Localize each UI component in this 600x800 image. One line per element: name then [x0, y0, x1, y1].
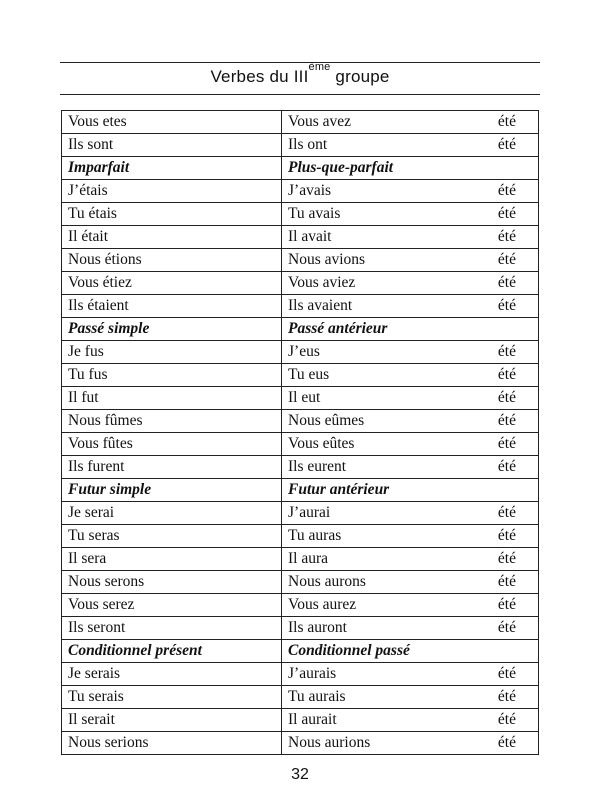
participle-cell — [469, 318, 539, 341]
conjugation-compound: Vous aviez — [282, 272, 469, 295]
participle-cell: été — [469, 732, 539, 755]
participle-cell: été — [469, 272, 539, 295]
conjugation-compound: Vous eûtes — [282, 433, 469, 456]
table-row — [62, 180, 539, 203]
table-row — [62, 272, 539, 295]
conjugation-compound: Tu avais — [282, 203, 469, 226]
table-row — [62, 364, 539, 387]
conjugation-compound: Il aura — [282, 548, 469, 571]
tense-name-simple: Passé simple — [62, 318, 282, 341]
conjugation-simple: Tu étais — [62, 203, 282, 226]
table-row — [62, 249, 539, 272]
tense-name-compound: Plus-que-parfait — [282, 157, 469, 180]
conjugation-simple: Nous serions — [62, 732, 282, 755]
conjugation-compound: J’aurais — [282, 663, 469, 686]
table-row — [62, 686, 539, 709]
participle-cell: été — [469, 180, 539, 203]
conjugation-simple: Nous fûmes — [62, 410, 282, 433]
conjugation-simple: Ils sont — [62, 134, 282, 157]
tense-name-compound: Conditionnel passé — [282, 640, 469, 663]
conjugation-compound: Nous avions — [282, 249, 469, 272]
participle-cell: été — [469, 295, 539, 318]
conjugation-compound: Tu auras — [282, 525, 469, 548]
conjugation-simple: Ils seront — [62, 617, 282, 640]
conjugation-compound: Ils eurent — [282, 456, 469, 479]
header-rule-top — [60, 62, 540, 63]
conjugation-table — [61, 110, 539, 755]
participle-cell — [469, 640, 539, 663]
participle-cell: été — [469, 525, 539, 548]
conjugation-compound: Tu eus — [282, 364, 469, 387]
conjugation-table-body — [62, 111, 539, 755]
table-row — [62, 134, 539, 157]
table-row — [62, 502, 539, 525]
participle-cell: été — [469, 203, 539, 226]
tense-name-simple: Futur simple — [62, 479, 282, 502]
table-row — [62, 663, 539, 686]
conjugation-simple: Il fut — [62, 387, 282, 410]
conjugation-simple: Ils furent — [62, 456, 282, 479]
conjugation-compound: Ils auront — [282, 617, 469, 640]
participle-cell: été — [469, 709, 539, 732]
conjugation-simple: Ils étaient — [62, 295, 282, 318]
table-row — [62, 341, 539, 364]
conjugation-compound: Nous aurons — [282, 571, 469, 594]
participle-cell: été — [469, 249, 539, 272]
conjugation-simple: Je serai — [62, 502, 282, 525]
conjugation-simple: Il était — [62, 226, 282, 249]
tense-header-row — [62, 318, 539, 341]
tense-name-compound: Futur antérieur — [282, 479, 469, 502]
page-title — [60, 61, 540, 90]
participle-cell: été — [469, 571, 539, 594]
participle-cell: été — [469, 502, 539, 525]
title-main: Verbes du III — [210, 67, 309, 86]
table-row — [62, 548, 539, 571]
conjugation-compound: Tu aurais — [282, 686, 469, 709]
conjugation-compound: Il aurait — [282, 709, 469, 732]
conjugation-compound: Vous avez — [282, 111, 469, 134]
conjugation-simple: Tu serais — [62, 686, 282, 709]
table-row — [62, 525, 539, 548]
conjugation-simple: Tu fus — [62, 364, 282, 387]
participle-cell: été — [469, 686, 539, 709]
conjugation-compound: Vous aurez — [282, 594, 469, 617]
table-row — [62, 387, 539, 410]
participle-cell: été — [469, 111, 539, 134]
participle-cell: été — [469, 226, 539, 249]
participle-cell: été — [469, 594, 539, 617]
table-row — [62, 709, 539, 732]
tense-name-compound: Passé antérieur — [282, 318, 469, 341]
participle-cell: été — [469, 387, 539, 410]
participle-cell: été — [469, 548, 539, 571]
conjugation-simple: Vous etes — [62, 111, 282, 134]
conjugation-simple: Vous étiez — [62, 272, 282, 295]
participle-cell: été — [469, 364, 539, 387]
tense-name-simple: Conditionnel présent — [62, 640, 282, 663]
conjugation-compound: Ils avaient — [282, 295, 469, 318]
participle-cell — [469, 479, 539, 502]
participle-cell: été — [469, 663, 539, 686]
tense-name-simple: Imparfait — [62, 157, 282, 180]
header-rule-bottom — [60, 94, 540, 95]
table-row — [62, 295, 539, 318]
conjugation-simple: J’étais — [62, 180, 282, 203]
conjugation-simple: Vous fûtes — [62, 433, 282, 456]
conjugation-simple: Je fus — [62, 341, 282, 364]
table-row — [62, 456, 539, 479]
conjugation-simple: Il serait — [62, 709, 282, 732]
participle-cell: été — [469, 134, 539, 157]
conjugation-simple: Vous serez — [62, 594, 282, 617]
table-row — [62, 226, 539, 249]
participle-cell: été — [469, 456, 539, 479]
table-row — [62, 111, 539, 134]
title-tail: groupe — [330, 67, 390, 86]
conjugation-compound: J’eus — [282, 341, 469, 364]
table-row — [62, 433, 539, 456]
title-superscript: ème — [308, 61, 331, 73]
conjugation-compound: Nous eûmes — [282, 410, 469, 433]
conjugation-compound: Il eut — [282, 387, 469, 410]
conjugation-simple: Il sera — [62, 548, 282, 571]
conjugation-simple: Nous étions — [62, 249, 282, 272]
tense-header-row — [62, 479, 539, 502]
conjugation-compound: J’aurai — [282, 502, 469, 525]
conjugation-simple: Nous serons — [62, 571, 282, 594]
participle-cell — [469, 157, 539, 180]
conjugation-simple: Je serais — [62, 663, 282, 686]
conjugation-compound: Nous aurions — [282, 732, 469, 755]
participle-cell: été — [469, 341, 539, 364]
participle-cell: été — [469, 617, 539, 640]
table-row — [62, 594, 539, 617]
table-row — [62, 732, 539, 755]
table-row — [62, 617, 539, 640]
table-row — [62, 571, 539, 594]
conjugation-compound: Il avait — [282, 226, 469, 249]
page-number: 32 — [291, 766, 309, 783]
participle-cell: été — [469, 433, 539, 456]
conjugation-compound: Ils ont — [282, 134, 469, 157]
tense-header-row — [62, 640, 539, 663]
participle-cell: été — [469, 410, 539, 433]
conjugation-simple: Tu seras — [62, 525, 282, 548]
tense-header-row — [62, 157, 539, 180]
table-row — [62, 410, 539, 433]
conjugation-compound: J’avais — [282, 180, 469, 203]
table-row — [62, 203, 539, 226]
